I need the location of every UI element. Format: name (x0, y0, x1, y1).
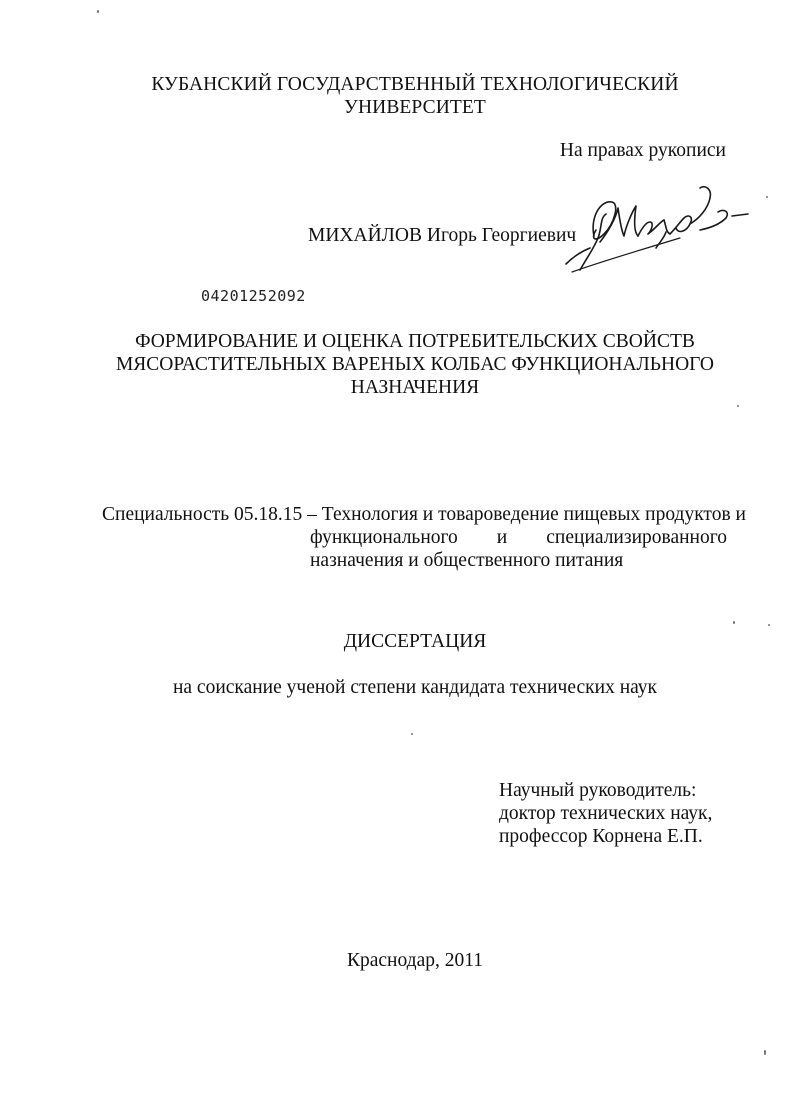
university-line-2: УНИВЕРСИТЕТ (344, 97, 486, 118)
manuscript-note: На правах рукописи (559, 140, 726, 161)
scan-speck (97, 10, 99, 13)
scan-speck (733, 621, 735, 624)
university-heading (0, 73, 796, 119)
scan-speck (737, 405, 739, 407)
specialty-line-3: назначения и общественного питания (310, 550, 624, 571)
scan-speck (764, 1050, 766, 1055)
supervisor-name: профессор Корнена Е.П. (499, 826, 703, 847)
document-type: ДИССЕРТАЦИЯ (343, 631, 487, 652)
title-line-1: ФОРМИРОВАНИЕ И ОЦЕНКА ПОТРЕБИТЕЛЬСКИХ СВОЙСТВ (135, 331, 695, 352)
supervisor-label: Научный руководитель: (499, 780, 697, 801)
scan-speck (766, 196, 768, 198)
dissertation-title (0, 330, 796, 399)
specialty-continuation (310, 526, 727, 572)
signature-image (560, 178, 750, 274)
supervisor-degree: доктор технических наук, (499, 803, 713, 824)
city-year: Краснодар, 2011 (346, 950, 484, 971)
scan-speck (768, 624, 770, 626)
title-line-3: НАЗНАЧЕНИЯ (350, 377, 480, 398)
author-name: МИХАЙЛОВ Игорь Георгиевич (308, 225, 577, 246)
specialty-line-1: Специальность 05.18.15 – Технология и товароведение пищевых продуктов и (102, 504, 746, 525)
scan-speck (411, 733, 413, 735)
archive-stamp-number: 04201252092 (201, 287, 306, 305)
title-line-2: МЯСОРАСТИТЕЛЬНЫХ ВАРЕНЫХ КОЛБАС ФУНКЦИОНАЛЬНОГО (115, 354, 715, 375)
specialty-block (102, 503, 746, 572)
degree-statement: на соискание ученой степени кандидата технических наук (172, 677, 658, 698)
specialty-line-2: функционального и специализированного (310, 527, 727, 548)
university-line-1: КУБАНСКИЙ ГОСУДАРСТВЕННЫЙ ТЕХНОЛОГИЧЕСКИЙ (151, 74, 679, 95)
supervisor-block (499, 779, 712, 848)
